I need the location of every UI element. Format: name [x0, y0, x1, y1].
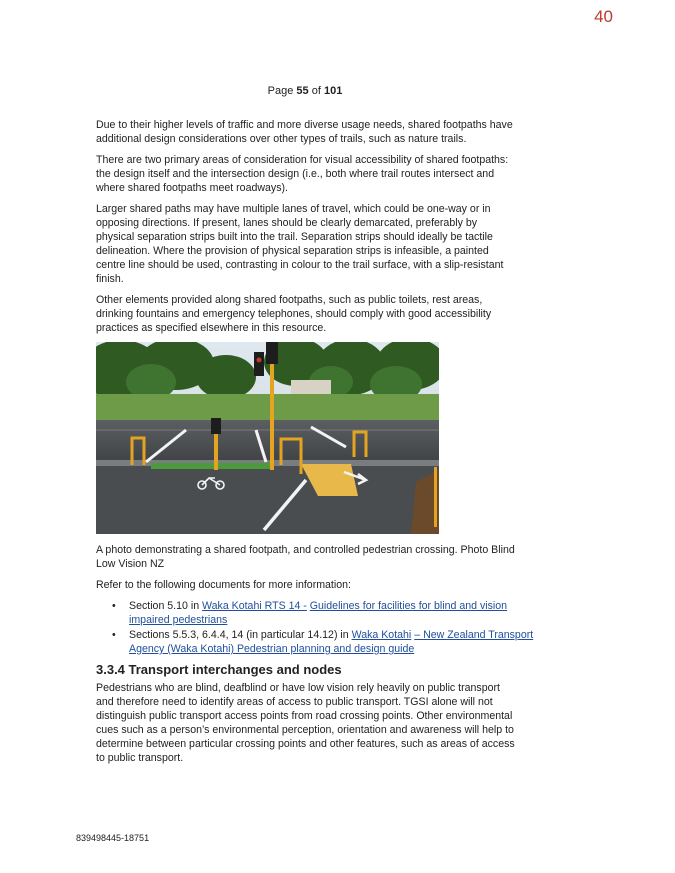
list-item	[96, 628, 536, 656]
refer-intro: Refer to the following documents for more information:	[96, 579, 351, 591]
total-pages: 101	[323, 85, 343, 97]
paragraph-multiple-lanes: Larger shared paths may have multiple lanes of travel, which could be one-way or in opposing directions. If present, lanes should be clearly demarcated, preferably by physical separation strips built into the trail. Separation strips should ideally be tactile delineation. Where the provision of physical separation strips is infeasible, a painted centre line should be used, contrasting in colour to the trail surface, with a slip-resistant finish.	[96, 203, 504, 285]
section-heading: 3.3.4 Transport interchanges and nodes	[96, 662, 342, 677]
shared-footpath-photo	[96, 342, 439, 534]
link-waka-kotahi-rts14[interactable]: Waka Kotahi RTS 14 -	[202, 600, 307, 612]
link-guidelines-blind-facilities[interactable]: Guidelines for facilities for blind and vision impaired pedestrians	[129, 600, 508, 626]
photo-caption: A photo demonstrating a shared footpath, and controlled pedestrian crossing. Photo Blind Low Vision NZ	[96, 544, 515, 570]
document-id: 839498445-18751	[76, 833, 150, 843]
page-label: Page	[267, 85, 294, 97]
paragraph-transport-interchanges: Pedestrians who are blind, deafblind or have low vision rely heavily on public transport and therefore need to identify areas of access to public transport. TGSI alone will not distinguish public transport access points from road crossing points. Other environmental cues such as a person’s environmental perception, orientation and awareness will help to determine between particular crossing points and other features, such as areas of access to public transport.	[96, 682, 515, 764]
reference-prefix: Section 5.10 in	[129, 600, 203, 612]
reference-list	[96, 599, 536, 657]
reference-prefix: Sections 5.5.3, 6.4.4, 14 (in particular 14.12) in	[129, 629, 352, 641]
bullet-icon: •	[112, 629, 116, 641]
bullet-icon: •	[112, 600, 116, 612]
corner-page-number: 40	[594, 7, 613, 26]
page-of: of	[311, 85, 321, 97]
page-indicator	[0, 85, 610, 97]
paragraph-traffic-needs: Due to their higher levels of traffic and more diverse usage needs, shared footpaths have additional design considerations over other types of trails, such as nature trails.	[96, 119, 513, 145]
link-pedestrian-planning-guide[interactable]: – New Zealand Transport Agency (Waka Kotahi) Pedestrian planning and design guide	[129, 629, 534, 655]
current-page: 55	[296, 85, 309, 97]
paragraph-other-elements: Other elements provided along shared footpaths, such as public toilets, rest areas, drinking fountains and emergency telephones, should comply with good accessibility practices as specified elsewhere in this resource.	[96, 294, 492, 334]
paragraph-visual-accessibility: There are two primary areas of consideration for visual accessibility of shared footpaths: the design itself and the intersection design (i.e., both where trail routes intersect and where shared footpaths meet roadways).	[96, 154, 509, 194]
list-item	[96, 599, 536, 627]
link-waka-kotahi[interactable]: Waka Kotahi	[351, 629, 412, 641]
